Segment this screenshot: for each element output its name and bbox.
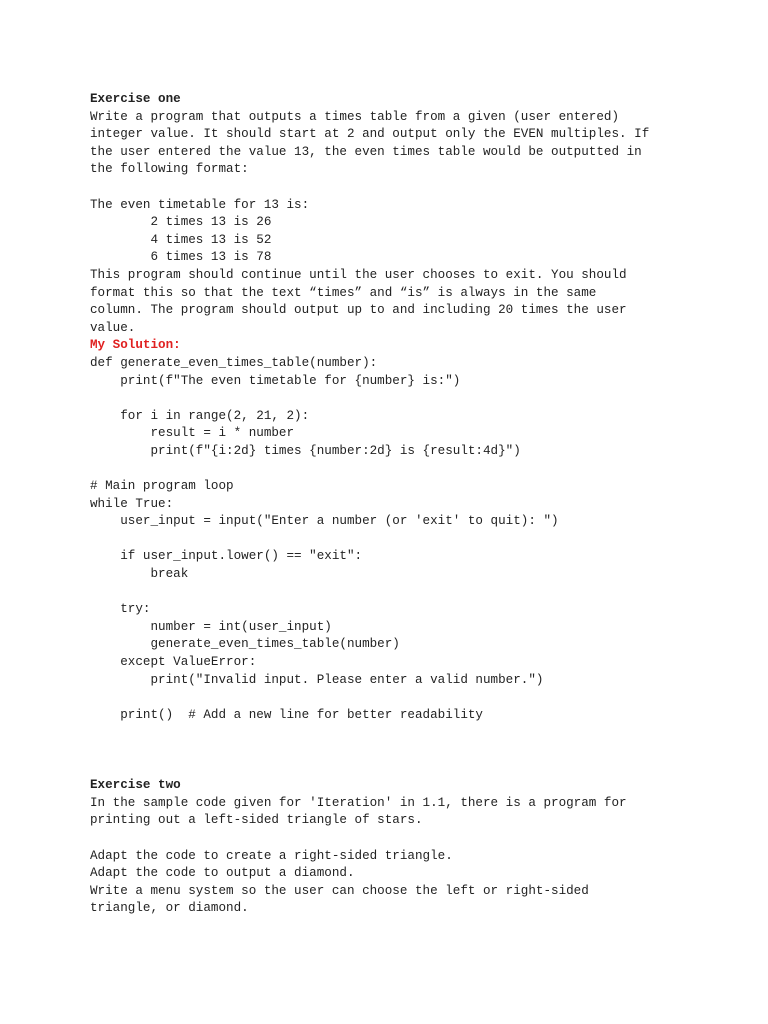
code-line: while True: [90, 496, 174, 511]
description-line: the following format: [90, 162, 249, 177]
description-line: In the sample code given for 'Iteration' in 1.1, there is a program for [90, 795, 627, 810]
exercise-two-tasks [90, 848, 750, 918]
code-line: try: [90, 602, 151, 617]
description-line: the user entered the value 13, the even times table would be outputted in [90, 144, 642, 159]
document-page [90, 91, 750, 918]
code-line: for i in range(2, 21, 2): [90, 408, 310, 423]
solution-label: My Solution: [90, 338, 181, 353]
task-line: Write a menu system so the user can choose the left or right-sided [90, 883, 589, 898]
example-line: The even timetable for 13 is: [90, 197, 310, 212]
exercise-one-heading: Exercise one [90, 92, 181, 106]
code-line: print() # Add a new line for better readability [90, 707, 483, 722]
task-line: Adapt the code to output a diamond. [90, 866, 355, 881]
instruction-line: This program should continue until the user chooses to exit. You should [90, 267, 627, 282]
description-line: integer value. It should start at 2 and output only the EVEN multiples. If [90, 127, 650, 142]
spacer [90, 830, 750, 848]
code-line: break [90, 567, 189, 582]
exercise-one-instructions [90, 267, 750, 337]
instruction-line: value. [90, 320, 136, 335]
code-line: if user_input.lower() == "exit": [90, 549, 363, 564]
code-line: user_input = input("Enter a number (or 'exit' to quit): ") [90, 514, 559, 529]
example-line: 6 times 13 is 78 [90, 250, 272, 265]
code-line [90, 460, 750, 478]
instruction-line: column. The program should output up to and including 20 times the user [90, 303, 627, 318]
code-line [90, 531, 750, 549]
exercise-one-description [90, 109, 750, 179]
code-line: print(f"{i:2d} times {number:2d} is {result:4d}") [90, 443, 521, 458]
code-line [90, 584, 750, 602]
code-line: number = int(user_input) [90, 619, 332, 634]
exercise-two-heading: Exercise two [90, 778, 181, 793]
task-line: Adapt the code to create a right-sided triangle. [90, 848, 453, 863]
code-line: generate_even_times_table(number) [90, 637, 400, 652]
instruction-line: format this so that the text “times” and “is” is always in the same [90, 285, 597, 300]
section-spacer [90, 724, 750, 777]
code-line [90, 390, 750, 408]
example-line: 2 times 13 is 26 [90, 215, 272, 230]
code-line: # Main program loop [90, 479, 234, 494]
task-line: triangle, or diamond. [90, 901, 249, 916]
spacer [90, 179, 750, 197]
description-line: Write a program that outputs a times table from a given (user entered) [90, 109, 620, 124]
code-line [90, 689, 750, 707]
code-line: print(f"The even timetable for {number} is:") [90, 373, 461, 388]
exercise-one-example-output [90, 197, 750, 267]
exercise-two-description [90, 795, 750, 830]
code-line: except ValueError: [90, 655, 257, 669]
code-line: print("Invalid input. Please enter a valid number.") [90, 672, 544, 687]
code-line: def generate_even_times_table(number): [90, 355, 378, 370]
solution-code-block [90, 355, 750, 724]
example-line: 4 times 13 is 52 [90, 232, 272, 247]
description-line: printing out a left-sided triangle of stars. [90, 813, 423, 828]
code-line: result = i * number [90, 426, 295, 441]
